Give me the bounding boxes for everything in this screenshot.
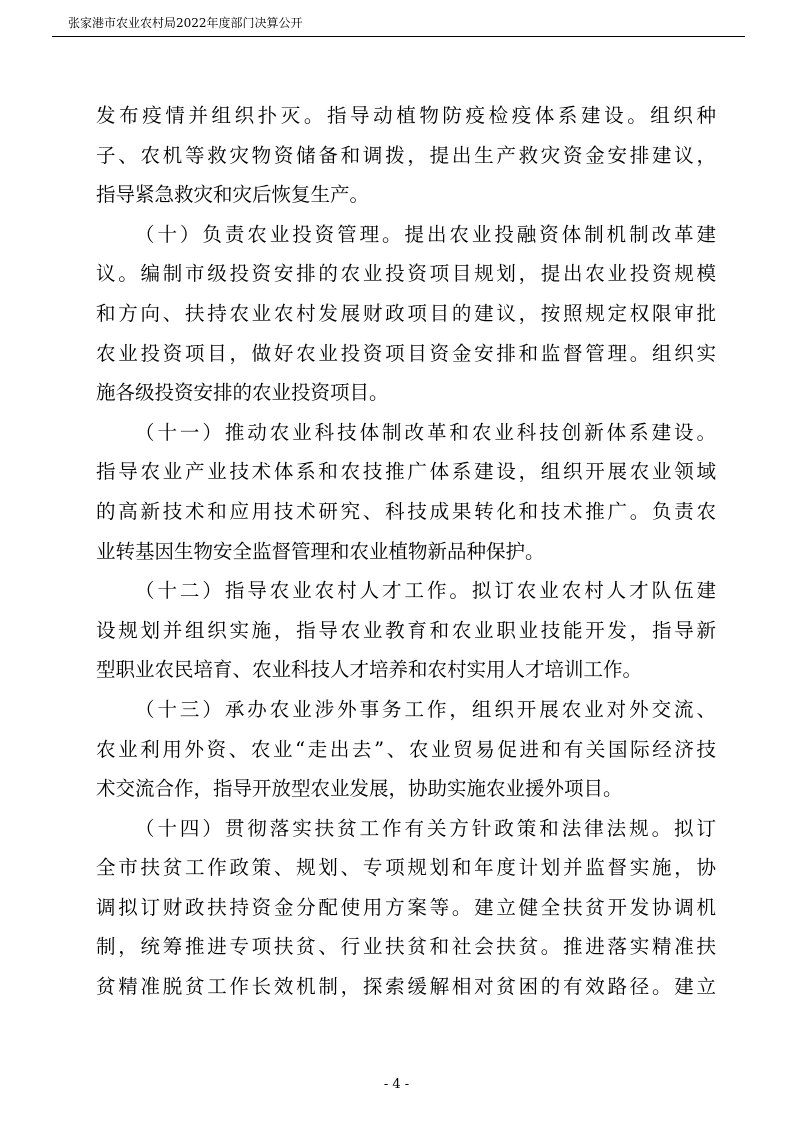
text-line: （十一）推动农业科技体制改革和农业科技创新体系建设。 bbox=[135, 420, 716, 444]
page-header: 张家港市农业农村局2022年度部门决算公开 bbox=[68, 16, 303, 30]
text-line: 业转基因生物安全监督管理和农业植物新品种保护。 bbox=[96, 539, 545, 563]
text-line: 的高新技术和应用技术研究、科技成果转化和技术推广。负责农 bbox=[96, 499, 716, 523]
text-line: 指导农业产业技术体系和农技推广体系建设，组织开展农业领域 bbox=[96, 460, 716, 484]
text-line: 农业利用外资、农业“走出去”、农业贸易促进和有关国际经济技 bbox=[96, 737, 716, 761]
text-line: 贫精准脱贫工作长效机制，探索缓解相对贫困的有效路径。建立 bbox=[96, 975, 716, 999]
header-divider bbox=[52, 36, 745, 37]
text-line: （十）负责农业投资管理。提出农业投融资体制机制改革建 bbox=[135, 222, 716, 246]
text-line: 和方向、扶持农业农村发展财政项目的建议，按照规定权限审批 bbox=[96, 301, 716, 325]
paragraph bbox=[96, 96, 716, 215]
text-line: 发布疫情并组织扑灭。指导动植物防疫检疫体系建设。组织种 bbox=[96, 104, 716, 127]
text-line: 术交流合作，指导开放型农业发展，协助实施农业援外项目。 bbox=[96, 777, 623, 801]
text-line: 农业投资项目，做好农业投资项目资金安排和监督管理。组织实 bbox=[96, 341, 716, 365]
paragraph bbox=[96, 690, 716, 809]
text-line: 施各级投资安排的农业投资项目。 bbox=[96, 381, 389, 405]
text-line: （十四）贯彻落实扶贫工作有关方针政策和法律法规。拟订 bbox=[135, 816, 716, 840]
text-line: （十三）承办农业涉外事务工作，组织开展农业对外交流、 bbox=[135, 697, 716, 721]
text-line: 议。编制市级投资安排的农业投资项目规划，提出农业投资规模 bbox=[96, 262, 716, 286]
paragraph bbox=[96, 809, 716, 1007]
text-line: 调拟订财政扶持资金分配使用方案等。建立健全扶贫开发协调机 bbox=[96, 895, 716, 919]
text-line: 子、农机等救灾物资储备和调拨，提出生产救灾资金安排建议， bbox=[96, 143, 716, 167]
page-number: - 4 - bbox=[383, 1077, 410, 1092]
text-line: 型职业农民培育、农业科技人才培养和农村实用人才培训工作。 bbox=[96, 658, 643, 682]
text-line: （十二）指导农业农村人才工作。拟订农业农村人才队伍建 bbox=[135, 579, 716, 603]
document-body bbox=[96, 96, 716, 1007]
text-line: 制，统筹推进专项扶贫、行业扶贫和社会扶贫。推进落实精准扶 bbox=[96, 935, 716, 959]
paragraph bbox=[96, 215, 716, 413]
text-line: 全市扶贫工作政策、规划、专项规划和年度计划并监督实施，协 bbox=[96, 856, 716, 880]
paragraph bbox=[96, 413, 716, 571]
paragraph bbox=[96, 571, 716, 690]
text-line: 指导紧急救灾和灾后恢复生产。 bbox=[96, 183, 370, 207]
text-line: 设规划并组织实施，指导农业教育和农业职业技能开发，指导新 bbox=[96, 618, 716, 642]
